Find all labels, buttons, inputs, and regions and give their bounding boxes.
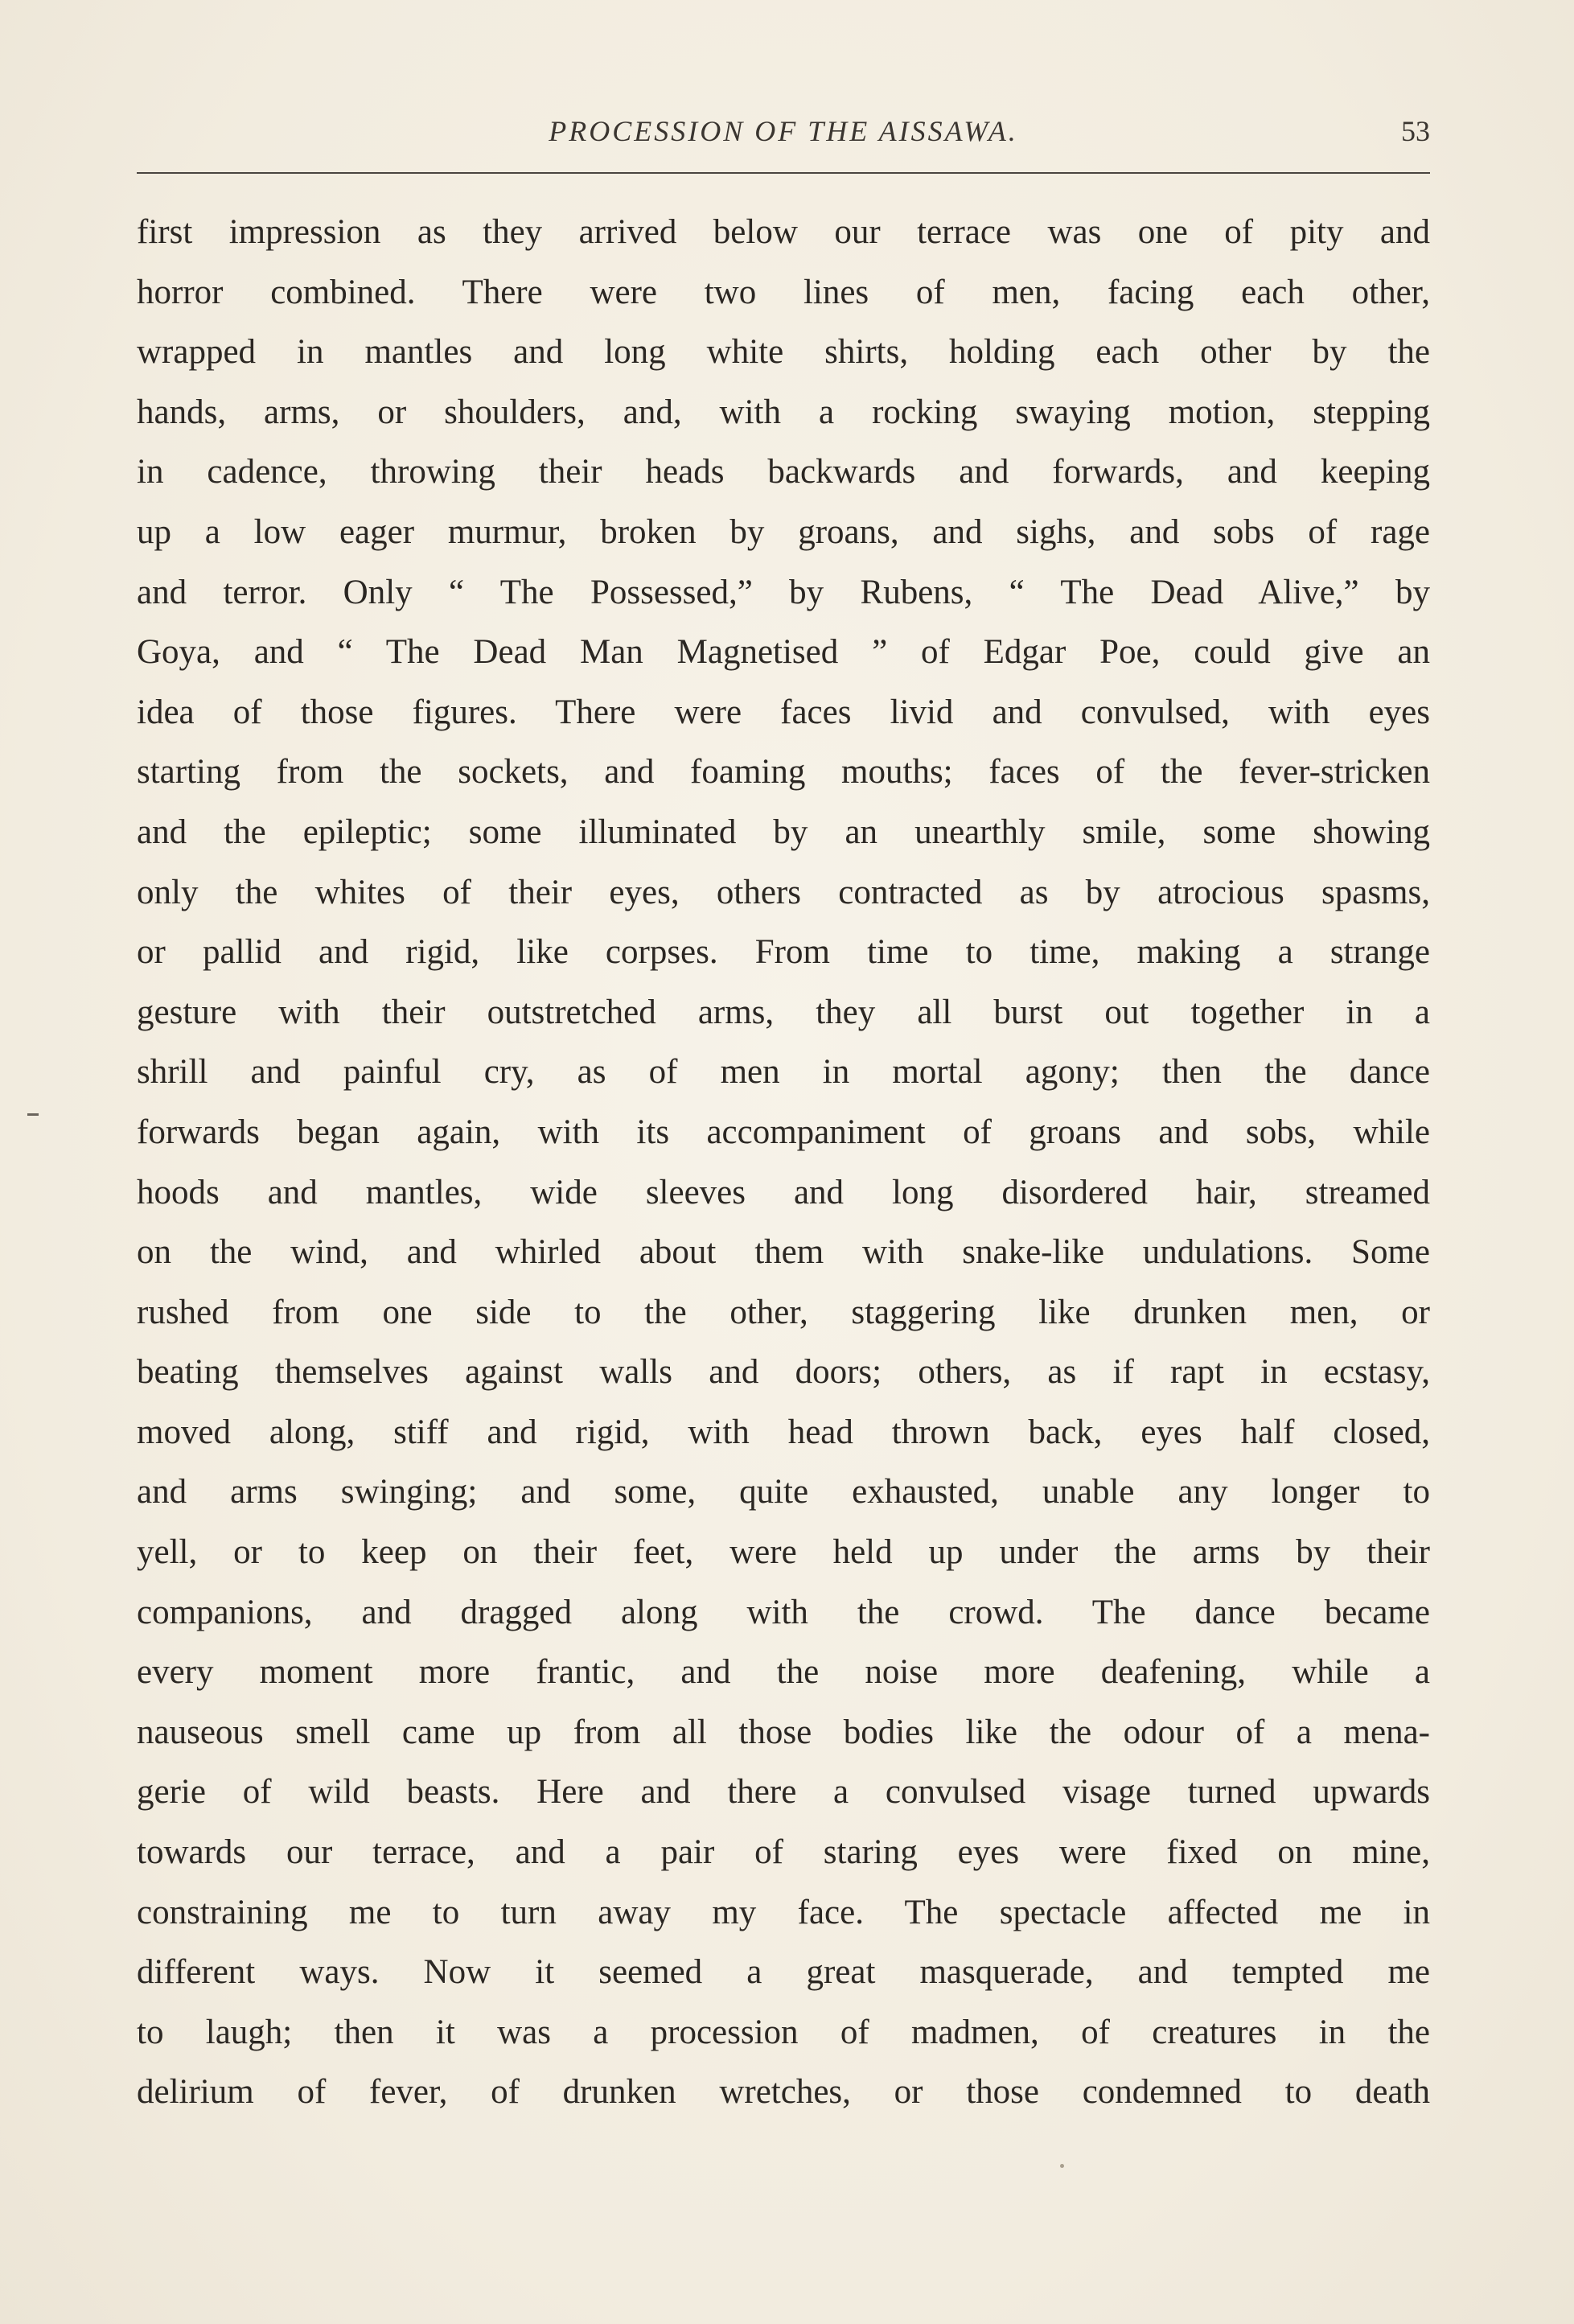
text-line: gesture with their outstretched arms, they all burst out together in a (137, 993, 1430, 1031)
text-line: only the whites of their eyes, others contracted as by atrocious spasms, (137, 873, 1430, 911)
text-line: or pallid and rigid, like corpses. From time to time, making a strange (137, 933, 1430, 972)
text-line: first impression as they arrived below our terrace was one of pity and (137, 213, 1430, 251)
body-text (137, 203, 1430, 2123)
text-line: moved along, stiff and rigid, with head thrown back, eyes half closed, (137, 1413, 1430, 1451)
text-line: idea of those figures. There were faces livid and convulsed, with eyes (137, 693, 1430, 731)
text-line: delirium of fever, of drunken wretches, or those condemned to death (137, 2073, 1430, 2112)
text-line: shrill and painful cry, as of men in mortal agony; then the dance (137, 1053, 1430, 1092)
text-line: and the epileptic; some illuminated by an unearthly smile, some showing (137, 812, 1430, 851)
text-line: every moment more frantic, and the noise more deafening, while a (137, 1653, 1430, 1692)
text-line: Goya, and “ The Dead Man Magnetised ” of Edgar Poe, could give an (137, 633, 1430, 672)
text-line: hands, arms, or shoulders, and, with a rocking swaying motion, stepping (137, 393, 1430, 431)
text-line: wrapped in mantles and long white shirts, holding each other by the (137, 333, 1430, 372)
text-line: in cadence, throwing their heads backwards and forwards, and keeping (137, 453, 1430, 492)
text-line: rushed from one side to the other, staggering like drunken men, or (137, 1293, 1430, 1331)
text-line: nauseous smell came up from all those bodies like the odour of a mena- (137, 1713, 1430, 1751)
text-line: different ways. Now it seemed a great masquerade, and tempted me (137, 1953, 1430, 1992)
text-line: companions, and dragged along with the crowd. The dance became (137, 1593, 1430, 1631)
text-line: beating themselves against walls and doors; others, as if rapt in ecstasy, (137, 1353, 1430, 1392)
text-line: hoods and mantles, wide sleeves and long disordered hair, streamed (137, 1173, 1430, 1211)
text-line: horror combined. There were two lines of men, facing each other, (137, 273, 1430, 311)
running-head (137, 111, 1430, 159)
text-line: yell, or to keep on their feet, were held up under the arms by their (137, 1533, 1430, 1572)
text-line: and arms swinging; and some, quite exhausted, unable any longer to (137, 1473, 1430, 1512)
text-line: gerie of wild beasts. Here and there a convulsed visage turned upwards (137, 1773, 1430, 1812)
text-line: constraining me to turn away my face. The spectacle affected me in (137, 1893, 1430, 1931)
margin-mark (27, 1113, 39, 1116)
text-line: up a low eager murmur, broken by groans, and sighs, and sobs of rage (137, 512, 1430, 551)
paper-speck (1060, 2164, 1064, 2168)
text-line: to laugh; then it was a procession of madmen, of creatures in the (137, 2013, 1430, 2051)
text-line: starting from the sockets, and foaming mouths; faces of the fever-stricken (137, 753, 1430, 792)
header-rule (137, 172, 1430, 174)
running-title: PROCESSION OF THE AISSAWA. (549, 115, 1018, 147)
text-line: forwards began again, with its accompaniment of groans and sobs, while (137, 1113, 1430, 1151)
text-line: and terror. Only “ The Possessed,” by Rubens, “ The Dead Alive,” by (137, 573, 1430, 611)
text-line: towards our terrace, and a pair of staring eyes were fixed on mine, (137, 1833, 1430, 1872)
page-number: 53 (1401, 115, 1430, 147)
text-line: on the wind, and whirled about them with snake-like undulations. Some (137, 1233, 1430, 1272)
